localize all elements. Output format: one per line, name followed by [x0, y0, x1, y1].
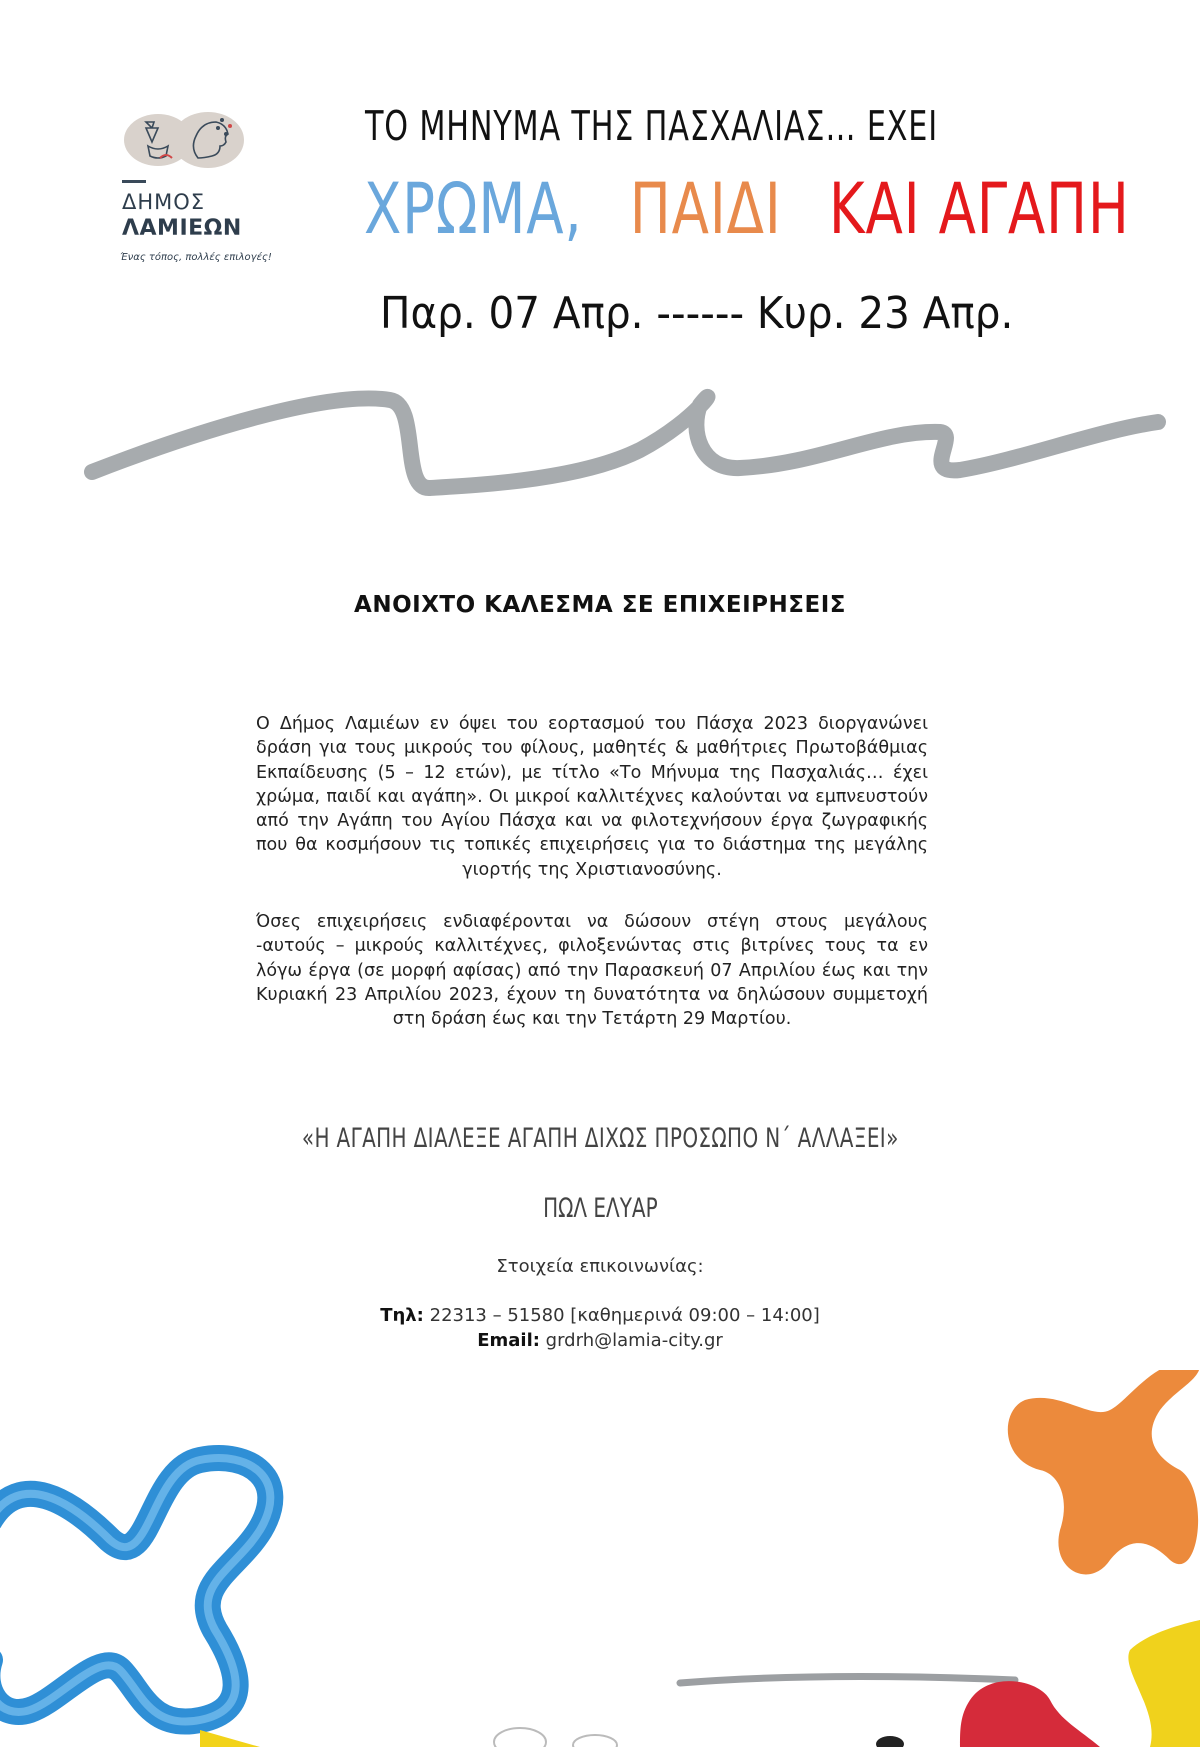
paragraph-businesses: Όσες επιχειρήσεις ενδιαφέρονται να δώσουν στέγη στους μεγάλους -αυτούς – μικρούς καλλιτέχνες, φιλοξενώντας στις βιτρίνες τους τα εν λόγω έργα (σε μορφή αφίσας) από την Παρασκευή 07 Απριλίου έως και την Κυριακή 23 Απριλίου 2023, έχουν τη δυνατότητα να δηλώσουν συμμετοχή στη δράση έως και την Τετάρτη 29 Μαρτίου. [256, 912, 928, 1030]
logo-tagline: Ένας τόπος, πολλές επιλογές! [120, 252, 272, 263]
quote-text: «Η ΑΓΑΠΗ ΔΙΑΛΕΞΕ ΑΓΑΠΗ ΔΙΧΩΣ ΠΡΟΣΩΠΟ Ν΄ ΑΛΛΑΞΕΙ» [301, 1123, 899, 1154]
logo-line2: ΛΑΜΙΕΩΝ [122, 216, 242, 241]
logo-line1: ΔΗΜΟΣ [122, 190, 206, 214]
title-line1: ΤΟ ΜΗΝΥΜΑ ΤΗΣ ΠΑΣΧΑΛΙΑΣ… ΕΧΕΙ [365, 102, 938, 150]
title-word-child: ΠΑΙΔΙ [629, 168, 782, 250]
black-clay-piece [876, 1736, 904, 1747]
orange-clay-shape [1008, 1370, 1200, 1574]
blue-clay-shape [0, 1458, 270, 1721]
red-clay-shape [960, 1681, 1100, 1747]
white-clay-piece [573, 1735, 617, 1747]
title-line2 [364, 168, 1130, 250]
bottom-decorations [0, 1370, 1200, 1747]
email-value: grdrh@lamia-city.gr [539, 1330, 723, 1351]
quote-author-text: ΠΩΛ ΕΛΥΑΡ [542, 1193, 658, 1224]
paragraph-intro: Ο Δήμος Λαμιέων εν όψει του εορτασμού του Πάσχα 2023 διοργανώνει δράση για τους μικρούς του φίλους, μαθητές & μαθήτριες Πρωτοβάθμιας Εκπαίδευσης (5 – 12 ετών), με τίτλο «Το Μήνυμα της Πασχαλιάς… έχει χρώμα, παιδί και αγάπη». Οι μικροί καλλιτέχνες καλούνται να εμπνευστούν από την Αγάπη του Αγίου Πάσχα και να φιλοτεχνήσουν έργα ζωγραφικής που θα κοσμήσουν τις τοπικές επιχειρήσεις για το διάστημα της μεγάλης γιορτής της Χριστιανοσύνης. [256, 714, 928, 880]
title-word-love: ΚΑΙ ΑΓΑΠΗ [828, 168, 1130, 250]
event-dates: Παρ. 07 Απρ. ------ Κυρ. 23 Απρ. [380, 288, 1014, 339]
email-label: Email: [477, 1330, 540, 1351]
yellow-clay-right [1128, 1620, 1200, 1747]
title-word-color: ΧΡΩΜΑ, [364, 168, 583, 250]
logo-emblem-icon [118, 108, 248, 178]
white-clay-piece [494, 1728, 546, 1747]
grey-clay-line [680, 1677, 1015, 1683]
quote [0, 1123, 1200, 1154]
contact-email [0, 1330, 1200, 1351]
contact-phone [0, 1305, 1200, 1326]
contact-title: Στοιχεία επικοινωνίας: [496, 1256, 704, 1277]
yellow-clay-left [200, 1730, 260, 1747]
phone-value: 22313 – 51580 [καθημερινά 09:00 – 14:00] [423, 1305, 820, 1326]
quote-author [0, 1193, 1200, 1224]
decorative-wave [0, 360, 1200, 510]
logo-rule [122, 180, 146, 183]
municipality-logo [118, 108, 272, 268]
phone-label: Τηλ: [380, 1305, 424, 1326]
call-heading: ΑΝΟΙΧΤΟ ΚΑΛΕΣΜΑ ΣΕ ΕΠΙΧΕΙΡΗΣΕΙΣ [354, 592, 846, 618]
